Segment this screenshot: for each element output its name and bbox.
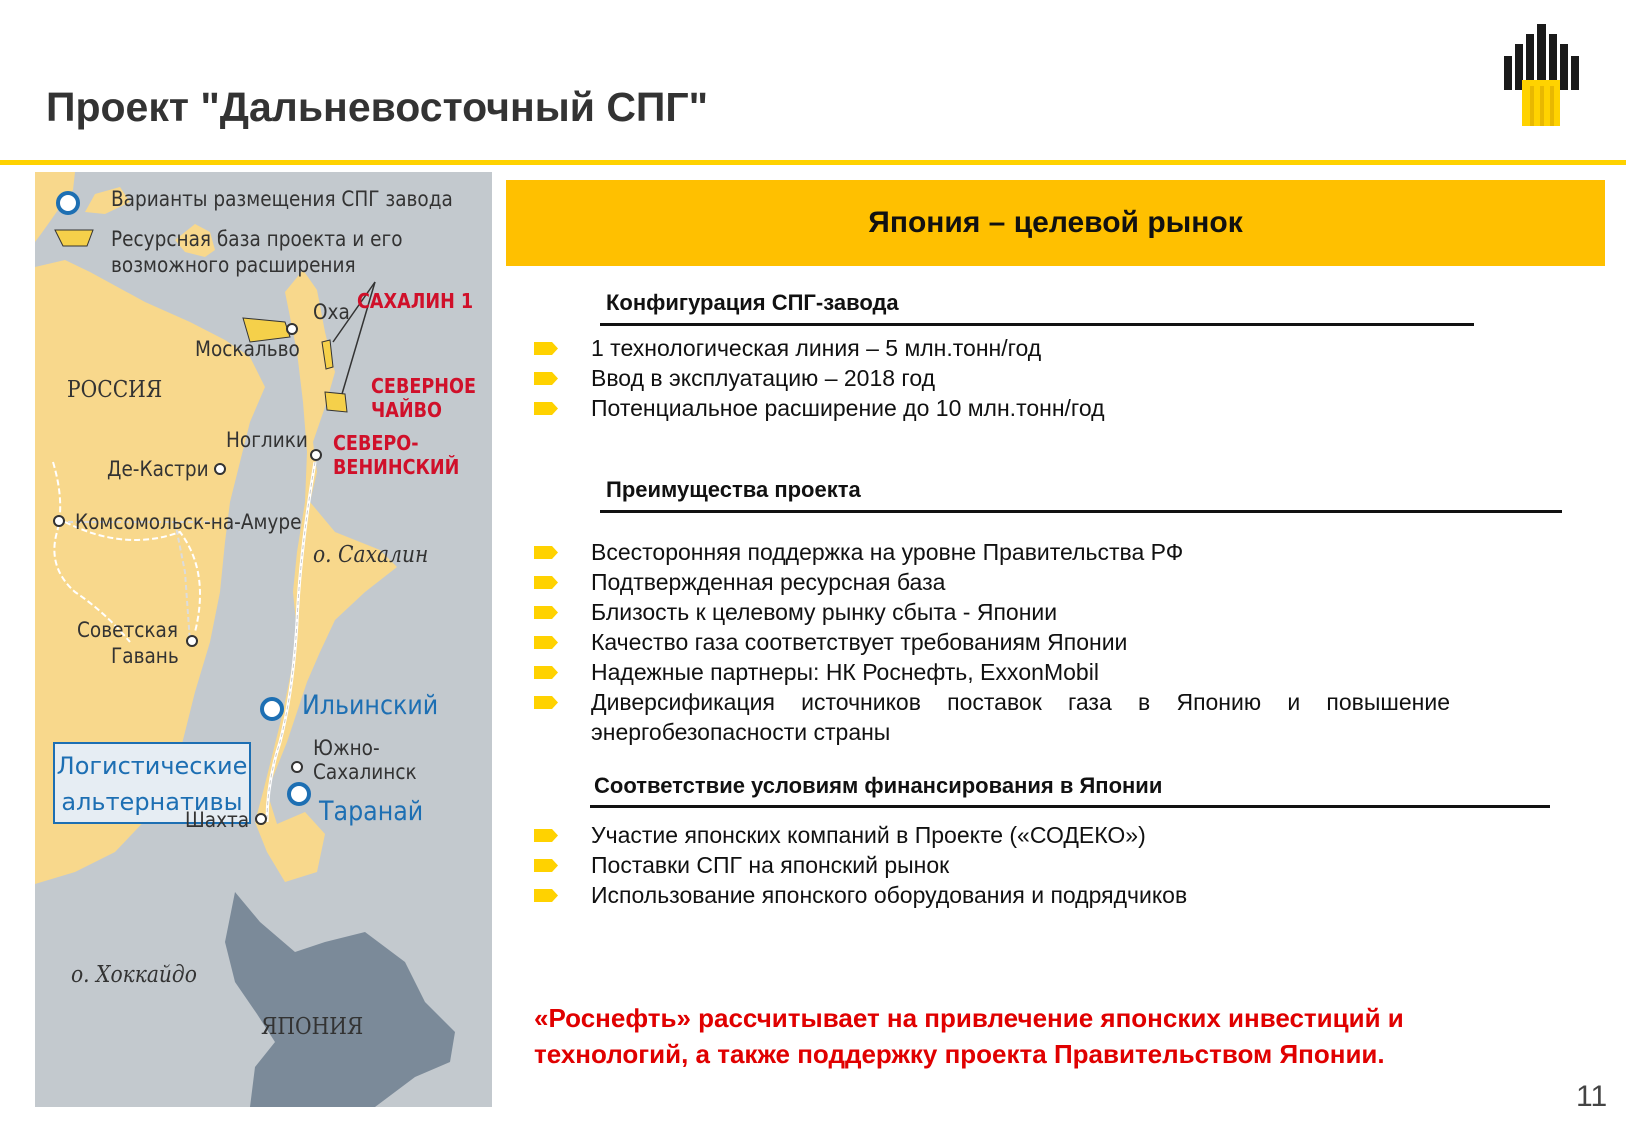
label-sovetskaya-1: Советская xyxy=(77,618,179,642)
legend-resource-base-2: возможного расширения xyxy=(111,253,356,277)
label-severo-veninsky-2: ВЕНИНСКИЙ xyxy=(333,455,460,479)
label-komsomolsk: Комсомольск-на-Амуре xyxy=(75,510,302,534)
region-map xyxy=(35,172,492,1107)
label-severo-veninsky-1: СЕВЕРО- xyxy=(333,431,419,455)
label-moskalvo: Москальво xyxy=(195,337,300,361)
logistics-label-1: Логистические xyxy=(56,752,248,780)
conclusion-line-2: технологий, а также поддержку проекта Правительством Японии. xyxy=(534,1039,1385,1069)
label-okha: Оха xyxy=(313,300,350,324)
legend-resource-base-1: Ресурсная база проекта и его xyxy=(111,227,403,251)
label-ilyinsky: Ильинский xyxy=(302,690,439,721)
legend-plant-options: Варианты размещения СПГ завода xyxy=(111,187,453,211)
header-rule xyxy=(0,160,1626,165)
list-item: Близость к целевому рынку сбыта - Японии xyxy=(530,597,1450,627)
financing-heading: Соответствие условиям финансирования в Японии xyxy=(594,773,1163,798)
list-item: Диверсификация источников поставок газа в Японию и повышение энергобезопасности страны xyxy=(530,687,1450,747)
label-sakhalin1: САХАЛИН 1 xyxy=(357,289,474,313)
logistics-label-2: альтернативы xyxy=(61,788,243,816)
label-sovetskaya-2: Гавань xyxy=(111,644,179,668)
advantages-heading: Преимущества проекта xyxy=(606,477,861,502)
list-item: Потенциальное расширение до 10 млн.тонн/год xyxy=(530,393,1105,423)
list-item: Поставки СПГ на японский рынок xyxy=(530,850,1187,880)
label-taranai: Таранай xyxy=(319,796,424,827)
label-north-chayvo-1: СЕВЕРНОЕ xyxy=(371,374,476,398)
label-yuzhno-2: Сахалинск xyxy=(313,760,417,784)
label-nogliki: Ноглики xyxy=(226,428,308,452)
target-market-banner: Япония – целевой рынок xyxy=(506,180,1605,266)
label-yuzhno-1: Южно- xyxy=(313,736,380,760)
label-japan: ЯПОНИЯ xyxy=(261,1014,364,1040)
label-hokkaido: о. Хоккайдо xyxy=(71,962,197,988)
config-heading: Конфигурация СПГ-завода xyxy=(606,290,899,315)
list-item: Ввод в эксплуатацию – 2018 год xyxy=(530,363,1105,393)
config-list xyxy=(530,333,1105,423)
label-russia: РОССИЯ xyxy=(67,377,163,403)
page-number: 11 xyxy=(1576,1080,1608,1113)
list-item: Всесторонняя поддержка на уровне Правительства РФ xyxy=(530,537,1450,567)
list-item: 1 технологическая линия – 5 млн.тонн/год xyxy=(530,333,1105,363)
advantages-heading-rule xyxy=(600,510,1562,513)
financing-list xyxy=(530,820,1187,910)
conclusion-line-1: «Роснефть» рассчитывает на привлечение японских инвестиций и xyxy=(534,1003,1404,1033)
list-item: Качество газа соответствует требованиям Японии xyxy=(530,627,1450,657)
list-item: Подтвержденная ресурсная база xyxy=(530,567,1450,597)
financing-heading-rule xyxy=(590,805,1550,808)
advantages-list xyxy=(530,537,1450,747)
list-item: Участие японских компаний в Проекте («СОДЕКО») xyxy=(530,820,1187,850)
label-sakhalin-island: о. Сахалин xyxy=(313,542,429,568)
slide-title: Проект "Дальневосточный СПГ" xyxy=(46,84,709,130)
conclusion-text xyxy=(534,1000,1404,1072)
label-north-chayvo-2: ЧАЙВО xyxy=(371,398,442,422)
list-item: Использование японского оборудования и подрядчиков xyxy=(530,880,1187,910)
list-item: Надежные партнеры: НК Роснефть, ExxonMobil xyxy=(530,657,1450,687)
config-heading-rule xyxy=(600,323,1474,326)
label-de-kastri: Де-Кастри xyxy=(107,457,209,481)
label-shakhta: Шахта xyxy=(185,808,250,832)
company-logo xyxy=(1502,22,1582,134)
